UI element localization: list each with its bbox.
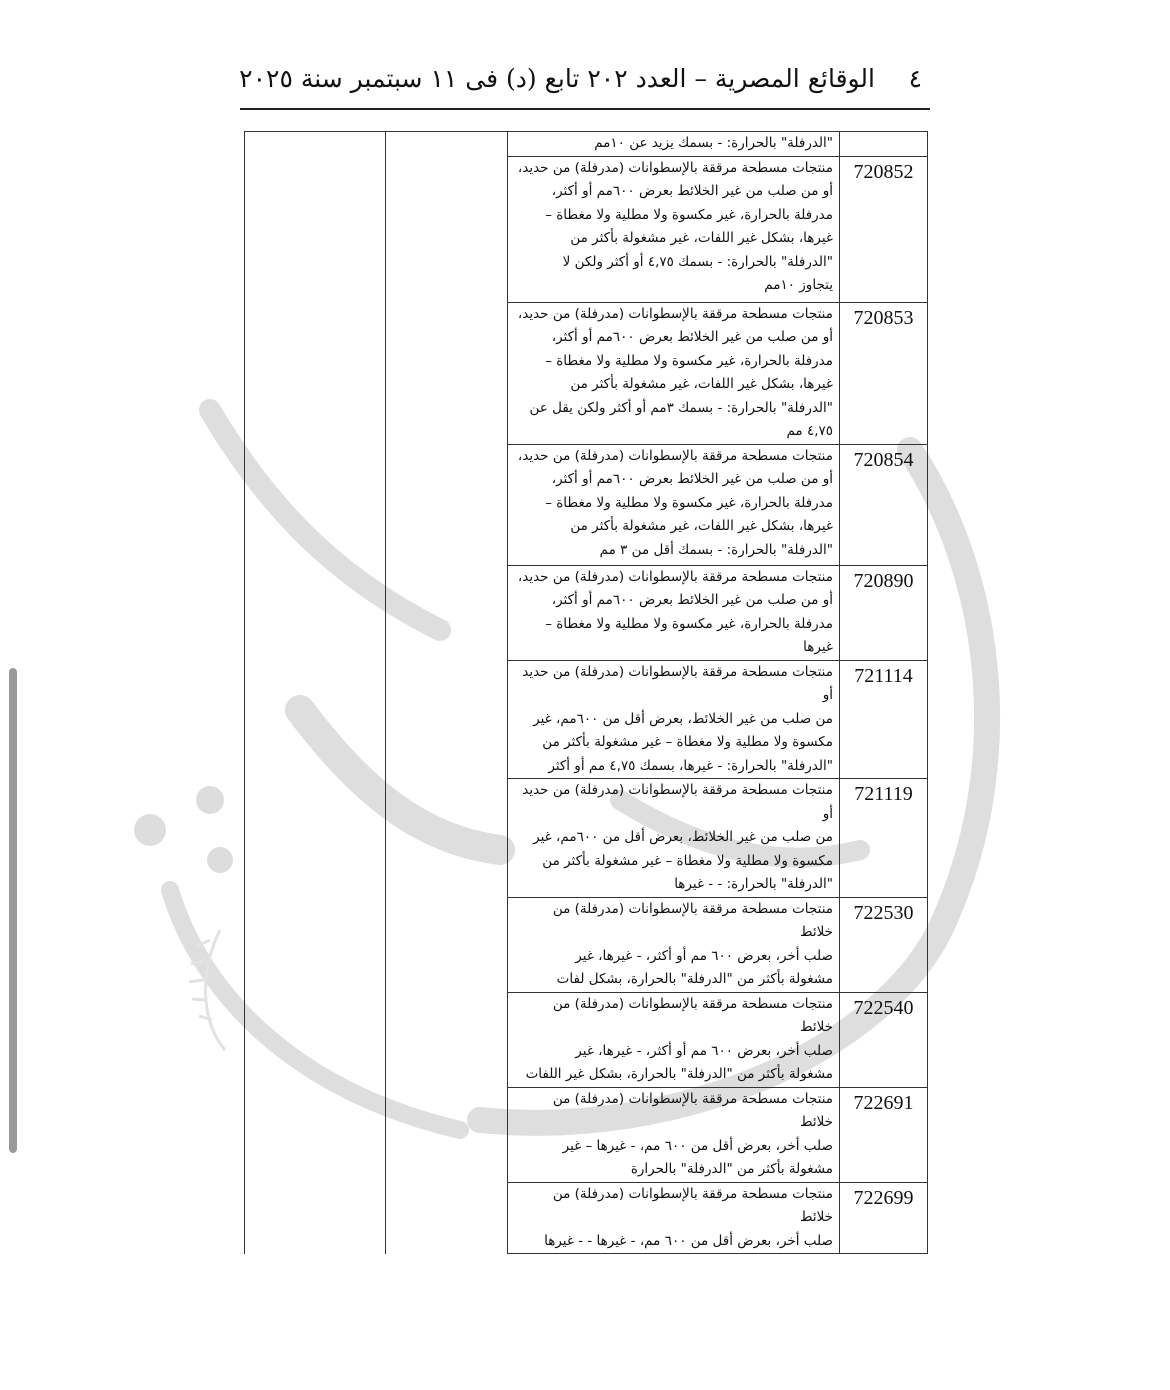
hs-code-cell: 720890	[840, 565, 928, 660]
page-header	[240, 62, 930, 110]
tariff-table	[244, 131, 928, 1254]
page-number: ٤	[908, 64, 922, 93]
hs-code-cell: 720854	[840, 444, 928, 565]
hs-code-cell: 722540	[840, 992, 928, 1087]
description-cell: منتجات مسطحة مرققة بالإسطوانات (مدرفلة) من حديد، أو من صلب من غير الخلائط بعرض ٦٠٠مم أو أكثر، مدرفلة بالحرارة، غير مكسوة ولا مطلية ولا مغطاة – غيرها، بشكل غير اللفات، غير مشغولة بأكثر من "الدرفلة" بالحرارة: - بسمك أقل من ٣ مم	[508, 444, 840, 565]
header-rule	[240, 108, 930, 110]
hs-code-cell: 722530	[840, 897, 928, 992]
description-cell: منتجات مسطحة مرققة بالإسطوانات (مدرفلة) من حديد، أو من صلب من غير الخلائط بعرض ٦٠٠مم أو أكثر، مدرفلة بالحرارة، غير مكسوة ولا مطلية ولا مغطاة – غيرها، بشكل غير اللفات، غير مشغولة بأكثر من "الدرفلة" بالحرارة: - بسمك ٤,٧٥ أو أكثر ولكن لا يتجاوز ١٠مم	[508, 156, 840, 302]
hs-code-cell: 721114	[840, 660, 928, 779]
description-cell: منتجات مسطحة مرققة بالإسطوانات (مدرفلة) من حديد أو من صلب من غير الخلائط، بعرض أقل من ٦٠٠مم، غير مكسوة ولا مطلية ولا مغطاة – غير مشغولة بأكثر من "الدرفلة" بالحرارة: - - غيرها	[508, 779, 840, 898]
description-cell: "الدرفلة" بالحرارة: - بسمك يزيد عن ١٠مم	[508, 132, 840, 157]
description-cell: منتجات مسطحة مرققة بالإسطوانات (مدرفلة) من حديد، أو من صلب من غير الخلائط بعرض ٦٠٠مم أو أكثر، مدرفلة بالحرارة، غير مكسوة ولا مطلية ولا مغطاة – غيرها، بشكل غير اللفات، غير مشغولة بأكثر من "الدرفلة" بالحرارة: - بسمك ٣مم أو أكثر ولكن يقل عن ٤,٧٥ مم	[508, 302, 840, 444]
description-cell: منتجات مسطحة مرققة بالإسطوانات (مدرفلة) من خلائط صلب أخر، بعرض أقل من ٦٠٠ مم، - غيرها – غير مشغولة بأكثر من "الدرفلة" بالحرارة	[508, 1087, 840, 1182]
blank-cell	[386, 132, 508, 1254]
description-cell: منتجات مسطحة مرققة بالإسطوانات (مدرفلة) من خلائط صلب أخر، بعرض أقل من ٦٠٠ مم، - غيرها - - غيرها	[508, 1182, 840, 1254]
description-cell: منتجات مسطحة مرققة بالإسطوانات (مدرفلة) من خلائط صلب أخر، بعرض ٦٠٠ مم أو أكثر، - غيرها، غير مشغولة بأكثر من "الدرفلة" بالحرارة، بشكل لفات	[508, 897, 840, 992]
hs-code-cell	[840, 132, 928, 157]
gazette-title: الوقائع المصرية – العدد ٢٠٢ تابع (د) فى ١١ سبتمبر سنة ٢٠٢٥	[239, 64, 875, 93]
description-cell: منتجات مسطحة مرققة بالإسطوانات (مدرفلة) من حديد، أو من صلب من غير الخلائط بعرض ٦٠٠مم أو أكثر، مدرفلة بالحرارة، غير مكسوة ولا مطلية ولا مغطاة – غيرها	[508, 565, 840, 660]
blank-cell	[245, 132, 386, 1254]
viewer-scrollbar[interactable]	[9, 668, 17, 1153]
table-row	[245, 132, 928, 157]
hs-code-cell: 720852	[840, 156, 928, 302]
hs-code-cell: 720853	[840, 302, 928, 444]
description-cell: منتجات مسطحة مرققة بالإسطوانات (مدرفلة) من حديد أو من صلب من غير الخلائط، بعرض أقل من ٦٠٠مم، غير مكسوة ولا مطلية ولا مغطاة – غير مشغولة بأكثر من "الدرفلة" بالحرارة: - غيرها، بسمك ٤,٧٥ مم أو أكثر	[508, 660, 840, 779]
hs-code-cell: 722691	[840, 1087, 928, 1182]
description-cell: منتجات مسطحة مرققة بالإسطوانات (مدرفلة) من خلائط صلب أخر، بعرض ٦٠٠ مم أو أكثر، - غيرها، غير مشغولة بأكثر من "الدرفلة" بالحرارة، بشكل غير اللفات	[508, 992, 840, 1087]
hs-code-cell: 721119	[840, 779, 928, 898]
hs-code-cell: 722699	[840, 1182, 928, 1254]
